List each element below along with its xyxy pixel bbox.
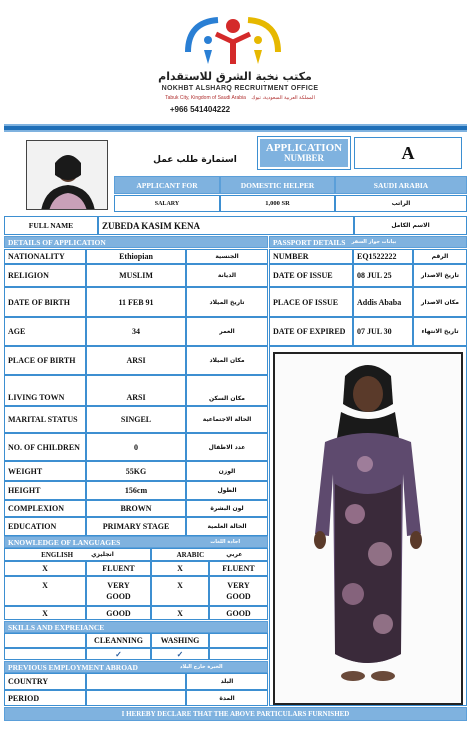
full-name-label: FULL NAME (4, 216, 98, 235)
previous-section-bar (4, 661, 268, 673)
lang-ar-level-1: FLUENT (209, 561, 268, 576)
languages-section-ar: اجادة اللغات (210, 539, 241, 545)
detail-value: BROWN (86, 500, 186, 517)
skills-section-bar: SKILLS AND EXPREIANCE (4, 621, 268, 633)
previous-section-label: PREVIOUS EMPLOYMENT ABROAD (8, 662, 138, 672)
passport-label: PLACE OF ISSUE (269, 287, 353, 317)
logo-english-name: NOKHBT ALSHARQ RECRUITMENT OFFICE (161, 85, 319, 92)
detail-label: AGE (4, 317, 86, 346)
skill-cleaning-label: CLEANNING (86, 633, 151, 648)
lang-en-level-2 (86, 576, 151, 606)
detail-ar: العمر (186, 317, 268, 346)
detail-value: 34 (86, 317, 186, 346)
detail-ar: مكان الميلاد (186, 346, 268, 375)
logo (178, 12, 288, 72)
languages-section-label: KNOWLEDGE OF LANGUAGES (8, 537, 121, 547)
detail-label: DATE OF BIRTH (4, 287, 86, 317)
full-name-ar: الاسم الكامل (354, 216, 467, 235)
lang-en-level-2-line2: GOOD (106, 592, 131, 601)
applicant-country: SAUDI ARABIA (335, 176, 467, 194)
detail-label: COMPLEXION (4, 500, 86, 517)
detail-value: MUSLIM (86, 264, 186, 287)
location-en: Tabuk City, Kingdom of Saudi Arabia (165, 95, 246, 101)
detail-ar: الديانة (186, 264, 268, 287)
lang-en-mark-2: X (4, 576, 86, 606)
detail-label: NO. OF CHILDREN (4, 433, 86, 461)
full-body-figure-icon (275, 354, 461, 703)
detail-value: ARSI (86, 375, 186, 406)
detail-ar: الحالة الاجتماعية (186, 406, 268, 433)
skill-blank-2 (209, 633, 268, 648)
skill-blank-1 (4, 633, 86, 648)
passport-label: DATE OF ISSUE (269, 264, 353, 287)
previous-period-ar: المدة (186, 690, 268, 706)
application-label-line1: APPLICATION (265, 142, 343, 154)
passport-ar: تاريخ الاصدار (413, 264, 467, 287)
full-name-value: ZUBEDA KASIM KENA (98, 216, 354, 235)
lang-en-mark-1: X (4, 561, 86, 576)
detail-value: SINGEL (86, 406, 186, 433)
lang-en-level-2-line1: VERY (107, 581, 130, 590)
lang-ar-level-2 (209, 576, 268, 606)
skill-washing-check: ✓ (151, 648, 209, 660)
lang-ar-level-2-line1: VERY (227, 581, 250, 590)
passport-value: 07 JUL 30 (353, 317, 413, 346)
skill-blank-3 (4, 648, 86, 660)
lang-en-level-1: FLUENT (86, 561, 151, 576)
previous-country-ar: البلد (186, 673, 268, 690)
detail-ar: الوزن (186, 461, 268, 481)
passport-value: EQ1522222 (353, 249, 413, 264)
arabic-header (151, 548, 268, 561)
passport-value: Addis Ababa (353, 287, 413, 317)
detail-label: HEIGHT (4, 481, 86, 500)
detail-label: RELIGION (4, 264, 86, 287)
detail-value: Ethiopian (86, 249, 186, 264)
skill-washing-label: WASHING (151, 633, 209, 648)
application-title-ar: استمارة طلب عمل (153, 155, 237, 165)
detail-value: ARSI (86, 346, 186, 375)
previous-period-label: PERIOD (4, 690, 86, 706)
header-band (4, 124, 467, 132)
declaration-bar: I HEREBY DECLARE THAT THE ABOVE PARTICULARS FURNISHED (4, 707, 467, 721)
application-number-value: A (354, 137, 462, 169)
detail-value: 55KG (86, 461, 186, 481)
logo-emblem-icon (178, 12, 288, 72)
detail-ar: لون البشرة (186, 500, 268, 517)
detail-value: 156cm (86, 481, 186, 500)
salary-value: 1,000 SR (220, 195, 335, 212)
detail-label: LIVING TOWN (4, 375, 86, 406)
detail-label: EDUCATION (4, 517, 86, 536)
detail-ar: الجنسية (186, 249, 268, 264)
detail-ar: عدد الاطفال (186, 433, 268, 461)
lang-ar-level-2-line2: GOOD (226, 592, 251, 601)
detail-label: NATIONALITY (4, 249, 86, 264)
passport-section-ar: بيانات جواز السفر (351, 239, 397, 245)
detail-value: PRIMARY STAGE (86, 517, 186, 536)
full-body-photo (273, 352, 463, 705)
lang-ar-mark-2: X (151, 576, 209, 606)
skill-cleaning-check: ✓ (86, 648, 151, 660)
lang-en-mark-3: X (4, 606, 86, 620)
detail-ar: الحالة العلمية (186, 517, 268, 536)
english-header (4, 548, 151, 561)
previous-period-value (86, 690, 186, 706)
lang-ar-level-3: GOOD (209, 606, 268, 620)
detail-ar: مكان السكن (186, 375, 268, 406)
passport-value: 08 JUL 25 (353, 264, 413, 287)
detail-ar: الطول (186, 481, 268, 500)
passport-ar: مكان الاصدار (413, 287, 467, 317)
phone: +966 541404222 (169, 105, 231, 114)
skill-blank-4 (209, 648, 268, 660)
applicant-position: DOMESTIC HELPER (220, 176, 335, 194)
passport-section-bar (269, 236, 467, 248)
applicant-for-label: APPLICANT FOR (114, 176, 220, 194)
logo-location (130, 95, 350, 101)
detail-ar: تاريخ الميلاد (186, 287, 268, 317)
detail-label: WEIGHT (4, 461, 86, 481)
lang-ar-mark-3: X (151, 606, 209, 620)
location-ar: المملكة العربية السعودية، تبوك (251, 95, 315, 101)
passport-label: DATE OF EXPIRED (269, 317, 353, 346)
salary-label: SALARY (114, 195, 220, 212)
application-label-line2: NUMBER (284, 153, 324, 163)
portrait-figure-icon (27, 141, 108, 210)
detail-value: 0 (86, 433, 186, 461)
detail-value: 11 FEB 91 (86, 287, 186, 317)
passport-section-label: PASSPORT DETAILS (273, 237, 346, 247)
lang-en-level-3: GOOD (86, 606, 151, 620)
passport-ar: تاريخ الانتهاء (413, 317, 467, 346)
english-label: ENGLISH (41, 550, 74, 559)
application-number-label (258, 137, 350, 169)
logo-arabic-name: مكتب نخبة الشرق للاستقدام (158, 70, 312, 83)
detail-label: PLACE OF BIRTH (4, 346, 86, 375)
details-section-bar: DETAILS OF APPLICATION (4, 236, 268, 248)
languages-section-bar (4, 536, 268, 548)
salary-ar: الراتب (335, 195, 467, 212)
arabic-ar: عربي (226, 551, 243, 558)
lang-ar-mark-1: X (151, 561, 209, 576)
portrait-photo (26, 140, 108, 210)
passport-label: NUMBER (269, 249, 353, 264)
previous-country-label: COUNTRY (4, 673, 86, 690)
english-ar: انجليزي (91, 551, 114, 558)
detail-label: MARITAL STATUS (4, 406, 86, 433)
passport-ar: الرقم (413, 249, 467, 264)
previous-section-ar: الخبرة خارج البلاد (179, 664, 223, 670)
arabic-label: ARABIC (176, 550, 205, 559)
previous-country-value (86, 673, 186, 690)
